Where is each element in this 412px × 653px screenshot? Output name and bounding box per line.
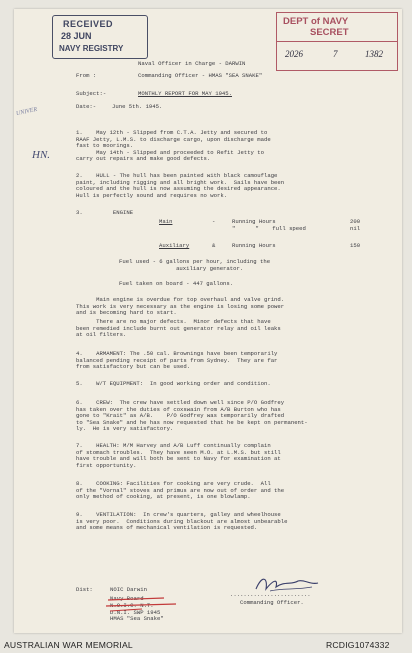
fuel-board-line: Fuel taken on board - 447 gallons. bbox=[119, 280, 234, 287]
text-line: and some means of mechanical ventilation is requested. bbox=[76, 524, 258, 531]
file-number-3: 1382 bbox=[365, 49, 383, 59]
distribution-item: HMAS "Sea Snake" bbox=[110, 615, 164, 622]
engine-aux-amp: & bbox=[212, 242, 216, 249]
text-line: paint, including rigging and all bright work. Sails have been bbox=[76, 178, 285, 186]
margin-annotation: UNIVER bbox=[15, 106, 38, 118]
subject-line: MONTHLY REPORT FOR MAY 1945. bbox=[138, 90, 232, 97]
text-line: of the "Vornal" stoves and primus are now out of order and the bbox=[76, 486, 285, 494]
from-line: Commanding Officer - HMAS "SEA SNAKE" bbox=[138, 72, 263, 79]
text-line: is very poor. Conditions during blackout are almost unbearable bbox=[76, 517, 288, 525]
text-line: first opportunity. bbox=[76, 461, 137, 469]
distribution-label: Dist: bbox=[76, 586, 93, 593]
text-line: ly. He is very satisfactory. bbox=[76, 425, 174, 432]
date-line: June 5th. 1945. bbox=[112, 103, 163, 110]
text-line: 8. COOKING: Facilities for cooking are very crude. All bbox=[76, 480, 271, 487]
engine-main-hours-value: 200 bbox=[350, 218, 361, 225]
distribution-item: NOIC Darwin bbox=[110, 586, 147, 593]
to-line: Naval Officer in Charge - DARWIN bbox=[138, 60, 246, 67]
text-line: 1. May 12th - Slipped from C.T.A. Jetty and secured to bbox=[76, 129, 268, 136]
text-line: coloured and the hull is now assuming the desired appearance. bbox=[76, 185, 281, 192]
distribution-item: N.O.I.C. N.T. bbox=[110, 602, 154, 609]
document-page bbox=[14, 9, 402, 633]
fuel-used-line: Fuel used - 6 gallons per hour, including the bbox=[119, 258, 271, 265]
received-stamp bbox=[52, 15, 148, 59]
file-number-2: 7 bbox=[333, 49, 338, 59]
dept-stamp-title: DEPT of NAVY bbox=[283, 16, 349, 27]
received-stamp-date: 28 JUN bbox=[61, 31, 92, 41]
text-line: Hull is perfectly sound and requires no work. bbox=[76, 191, 228, 199]
engine-main-label: Main bbox=[159, 218, 173, 225]
text-line: 6. CREW: The crew have settled down well since P/O Godfrey bbox=[76, 399, 285, 406]
text-line: have trouble and will both be sent to Navy for examination at bbox=[76, 455, 281, 462]
engine-main-hours-label: Running Hours bbox=[232, 218, 276, 225]
text-line: gone to "Krait" as A/B. P/O Godfrey was temporarily drafted bbox=[76, 412, 285, 419]
engine-aux-hours-label: Running Hours bbox=[232, 242, 276, 249]
text-line: of stomach troubles. They have seen M.O. at L.M.S. but still bbox=[76, 448, 281, 456]
text-line: been remedied include burnt out generator relay and oil leaks bbox=[76, 324, 281, 332]
fuel-used-line: auxiliary generator. bbox=[119, 264, 244, 272]
text-line: from satisfactory but can be used. bbox=[76, 363, 191, 370]
footer-reference: RCDIG1074332 bbox=[326, 640, 390, 650]
text-line: has taken over the duties of coxswain from A/B Burton who has bbox=[76, 405, 281, 413]
text-line: carry out repairs and make good defects. bbox=[76, 155, 211, 162]
dept-navy-secret-stamp bbox=[276, 12, 398, 71]
text-line: RAAF Jetty, L.M.S. to discharge cargo, upon discharge made bbox=[76, 135, 271, 143]
engine-aux-hours-value: 150 bbox=[350, 242, 361, 249]
text-line: and is becoming hard to start. bbox=[76, 309, 177, 316]
text-line: balanced pending receipt of parts from Sydney. They are far bbox=[76, 356, 278, 364]
signature-line: ........................ bbox=[230, 591, 311, 598]
dept-stamp-classification: SECRET bbox=[310, 27, 349, 38]
distribution-item: Navy Board bbox=[110, 595, 144, 602]
dept-stamp-file-numbers bbox=[277, 41, 397, 70]
engine-fullspeed-value: nil bbox=[350, 225, 361, 232]
subject-label: Subject:- bbox=[76, 90, 107, 97]
text-line: This work is very necessary as the engine is losing some power bbox=[76, 302, 285, 310]
from-label: From : bbox=[76, 72, 97, 79]
handwritten-initials: HN. bbox=[32, 149, 51, 161]
engine-fullspeed-label: " " full speed bbox=[232, 225, 306, 232]
paragraph-5: 5. W/T EQUIPMENT: In good working order and condition. bbox=[76, 380, 271, 387]
text-line: Main engine is overdue for top overhaul and valve grind. bbox=[76, 296, 285, 303]
text-line: 9. VENTILATION: In crew's quarters, galley and wheelhouse bbox=[76, 511, 281, 518]
red-annotation-strikes bbox=[102, 593, 182, 615]
text-line: 4. ARMAMENT: The .50 cal. Brownings have been temporarily bbox=[76, 350, 278, 357]
text-line: to "Sea Snake" and he has now requested that he be kept on permanent- bbox=[76, 418, 308, 426]
date-label: Date:- bbox=[76, 103, 97, 110]
distribution-item: D.N.I. SWP 1945 bbox=[110, 608, 161, 616]
text-line: at oil filters. bbox=[76, 331, 127, 338]
engine-aux-label: Auxiliary bbox=[159, 242, 190, 249]
engine-main-dash: - bbox=[212, 218, 216, 225]
footer-source: AUSTRALIAN WAR MEMORIAL bbox=[4, 640, 133, 650]
signature-title: Commanding Officer. bbox=[240, 599, 304, 606]
received-stamp-registry: NAVY REGISTRY bbox=[59, 44, 124, 53]
text-line: 7. HEALTH: M/M Harvey and A/B Luff continually complain bbox=[76, 442, 271, 449]
text-line: only method of cooking, at present, is one blowlamp. bbox=[76, 493, 251, 500]
received-stamp-title: RECEIVED bbox=[63, 19, 114, 29]
engine-heading: 3. ENGINE bbox=[76, 209, 134, 216]
text-line: 2. HULL - The hull has been painted with black camouflage bbox=[76, 172, 278, 179]
text-line: There are no major defects. Minor defects that have bbox=[76, 318, 271, 325]
file-number-1: 2026 bbox=[285, 49, 303, 59]
text-line: fast to moorings. bbox=[76, 142, 134, 149]
text-line: May 14th - Slipped and proceeded to Refit Jetty to bbox=[76, 148, 264, 156]
